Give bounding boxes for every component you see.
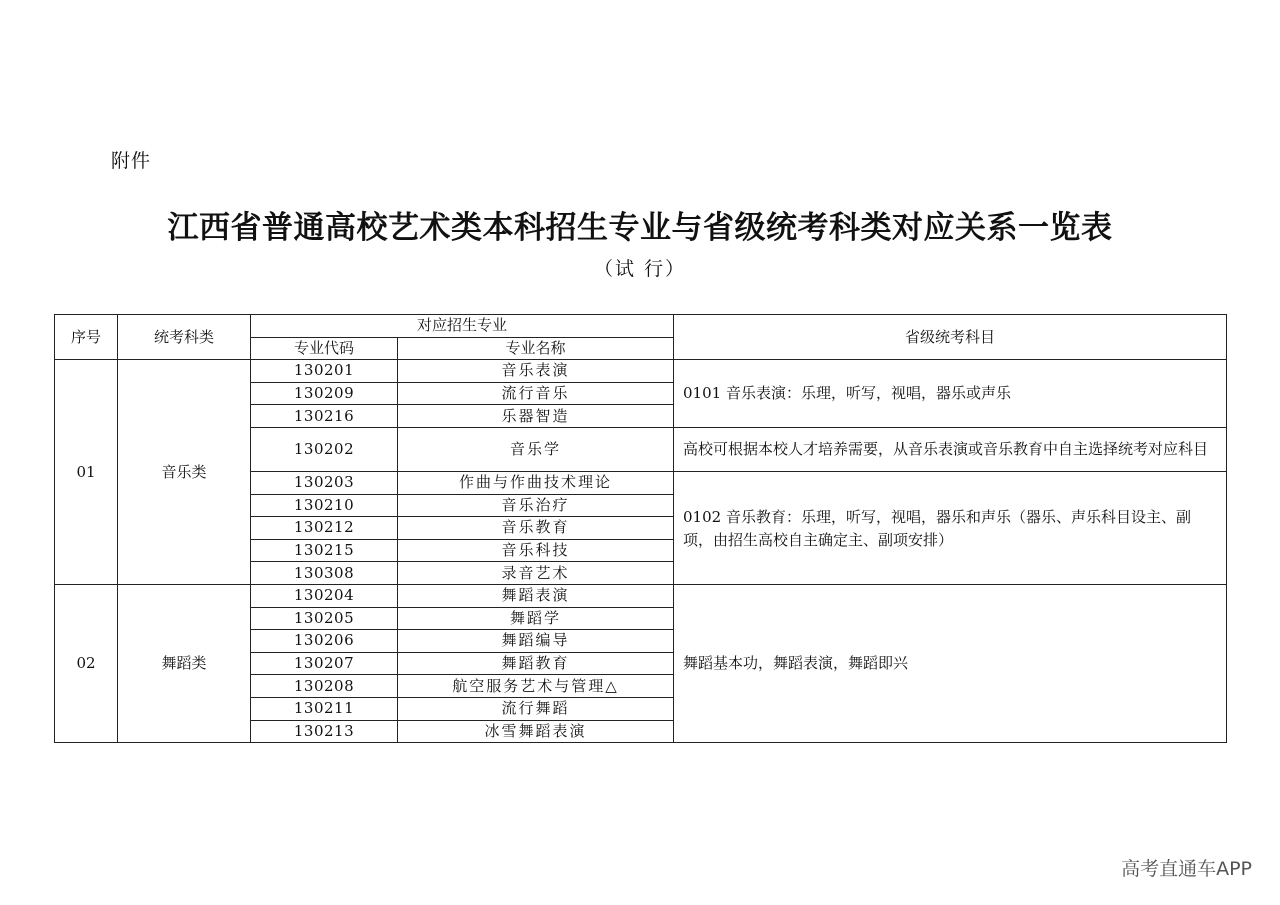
seq-cell: 01	[55, 360, 118, 585]
header-seq: 序号	[55, 315, 118, 360]
page-title: 江西省普通高校艺术类本科招生专业与省级统考科类对应关系一览表	[167, 210, 1113, 246]
name-cell: 音乐科技	[398, 539, 674, 562]
code-cell: 130308	[251, 562, 398, 585]
header-name: 专业名称	[398, 337, 674, 360]
subject-cell: 0102 音乐教育：乐理，听写，视唱，器乐和声乐（器乐、声乐科目设主、副项，由招生高校自主确定主、副项安排）	[674, 471, 1227, 584]
code-cell: 130208	[251, 675, 398, 698]
code-cell: 130206	[251, 630, 398, 653]
name-cell: 音乐学	[398, 427, 674, 471]
code-cell: 130207	[251, 652, 398, 675]
name-cell: 音乐治疗	[398, 494, 674, 517]
name-cell: 舞蹈编导	[398, 630, 674, 653]
code-cell: 130201	[251, 360, 398, 383]
code-cell: 130216	[251, 405, 398, 428]
header-subjects: 省级统考科目	[674, 315, 1227, 360]
code-cell: 130210	[251, 494, 398, 517]
watermark: 高考直通车APP	[1121, 858, 1252, 880]
code-cell: 130204	[251, 584, 398, 607]
header-majors-group: 对应招生专业	[251, 315, 674, 338]
header-category: 统考科类	[118, 315, 251, 360]
name-cell: 舞蹈教育	[398, 652, 674, 675]
name-cell: 乐器智造	[398, 405, 674, 428]
attachment-label: 附件	[111, 150, 152, 172]
header-code: 专业代码	[251, 337, 398, 360]
name-cell: 舞蹈学	[398, 607, 674, 630]
name-cell: 音乐表演	[398, 360, 674, 383]
code-cell: 130211	[251, 697, 398, 720]
code-cell: 130203	[251, 471, 398, 494]
category-cell: 音乐类	[118, 360, 251, 585]
table-row	[55, 584, 1227, 607]
name-cell: 录音艺术	[398, 562, 674, 585]
subject-cell: 舞蹈基本功，舞蹈表演，舞蹈即兴	[674, 584, 1227, 742]
correspondence-table	[54, 314, 1227, 743]
subject-cell: 高校可根据本校人才培养需要，从音乐表演或音乐教育中自主选择统考对应科目	[674, 427, 1227, 471]
code-cell: 130202	[251, 427, 398, 471]
category-cell: 舞蹈类	[118, 584, 251, 742]
code-cell: 130212	[251, 517, 398, 540]
code-cell: 130215	[251, 539, 398, 562]
name-cell: 音乐教育	[398, 517, 674, 540]
seq-cell: 02	[55, 584, 118, 742]
code-cell: 130209	[251, 382, 398, 405]
name-cell: 舞蹈表演	[398, 584, 674, 607]
code-cell: 130205	[251, 607, 398, 630]
table-row	[55, 360, 1227, 383]
name-cell: 航空服务艺术与管理△	[398, 675, 674, 698]
name-cell: 冰雪舞蹈表演	[398, 720, 674, 743]
name-cell: 作曲与作曲技术理论	[398, 471, 674, 494]
code-cell: 130213	[251, 720, 398, 743]
subject-cell: 0101 音乐表演：乐理，听写，视唱，器乐或声乐	[674, 360, 1227, 428]
name-cell: 流行音乐	[398, 382, 674, 405]
name-cell: 流行舞蹈	[398, 697, 674, 720]
header-row-1	[55, 315, 1227, 338]
page-subtitle: （试 行）	[593, 258, 687, 280]
